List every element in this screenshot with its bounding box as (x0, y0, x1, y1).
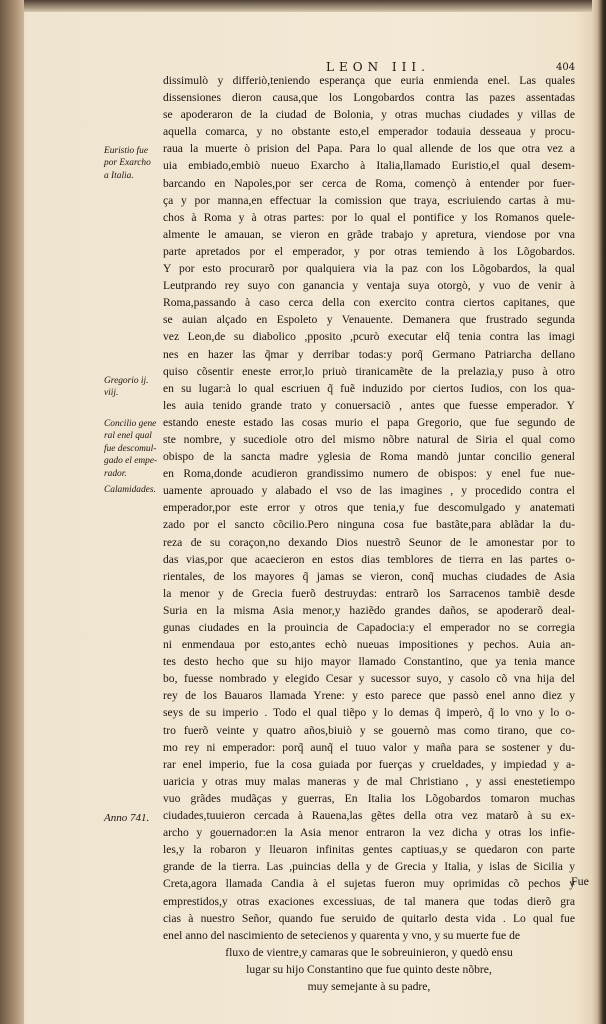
text-line: Roma,passando à caso cerca della con exercito contra ciertos capitanes, que (163, 296, 575, 310)
text-line: barcando en Napoles,por ser cerca de Roma, començò à entender por fuer- (163, 176, 575, 190)
text-line: vez Leon,de su diabolico ,pposito ,pcurò executar elq̃ tenia contra las imagi (163, 330, 575, 344)
text-line: lugar su hijo Constantino que fue quinto deste nõbre, (246, 962, 492, 976)
text-line: zado por el sancto cõcilio.Pero ninguna cosa fue bastãte,para ablãdar la du- (163, 518, 575, 532)
text-line: Suria en la misma Asia menor,y haziẽdo grandes daños, se apoderarõ deal- (163, 603, 575, 617)
side-note-concilio (104, 418, 170, 480)
text-line: grande de la tierra. Las ,puincias della y de Grecia y Italia, y islas de Sicilia y (163, 860, 575, 874)
folio-number: 404 (556, 62, 576, 73)
top-shadow (0, 0, 606, 12)
text-line: vuo grãdes mudãças y guerras, En Italia los Lõgobardos tomaron muchas (163, 791, 575, 805)
text-line: nes en hazer las q̃mar y derribar todas:y porq̃ Germano Patriarcha dellano (163, 347, 575, 361)
side-note-euristio (104, 145, 170, 182)
text-line: emperador,por este error y otros que tenia,y fue descomulgado y anatemati (163, 501, 575, 515)
page-edge (592, 0, 606, 1024)
text-line: chos à Roma y à otras partes: por lo qual el pontifice y los Romanos quele- (163, 210, 575, 224)
text-line: aquella comarca, y no obstante esto,el emperador todauia desseaua y procu- (163, 125, 575, 139)
text-line: archo y gouernador:en la Asia menor entraron la vez dicha y otras los infie- (163, 826, 575, 840)
side-note-line: Euristio fue (104, 146, 149, 156)
text-line: bo, fuesse nombrado y elegido Cesar y sucessor suyo, y casolo cõ vna hija del (163, 672, 575, 686)
side-note-calamidades (104, 484, 170, 496)
text-line: raua la muerte ò prision del Papa. Para lo qual allende de los que otra vez a (163, 142, 575, 156)
text-line: Creta,agora llamada Candia à el sujetas fueron muy oprimidas cõ pechos y (163, 877, 575, 891)
side-note-line: ral enel qual (104, 431, 152, 442)
text-line: ste nombre, y sucediole otro del mismo nõbre natural de Siria el qual como (163, 432, 575, 446)
text-line: uaricia y otras muy malas maneras y de mal Christiano , y assi enestetiempo (163, 774, 575, 788)
text-line: parte apretados por el emperador, y por otras temiendo à los Lõgobardos. (163, 244, 575, 258)
text-line: tes desto hecho que su hijo mayor llamado Constantino, que ya tenia mance (163, 655, 575, 669)
side-note-anno (104, 812, 170, 824)
text-line: ni enmendaua por esto,antes echò nueuas impositiones y pechos. Auia an- (163, 638, 575, 652)
text-line: muy semejante à su padre, (307, 979, 431, 993)
text-line: rientales, de los mayores q̃ jamas se vieron, conq̃ muchas ciudades de Asia (163, 569, 575, 583)
text-line: tro fuerõ veinte y quatro años,biuiò y se gouernò mas como tirano, que co- (163, 723, 575, 737)
text-line: rar enel imperio, fue la cosa guiada por fuerças y crueldades, y impiedad y a- (163, 757, 575, 771)
side-note-line: Calamidades. (104, 485, 156, 495)
text-line: obispo de la sancta madre yglesia de Roma mandò juntar concilio general (163, 450, 575, 464)
text-line: les,y la robaron y lleuaron infinitas gentes captiuas,y se quedaron con parte (163, 843, 575, 857)
text-line: mo rey ni emperador: porq̃ aunq̃ el tuuo valor y maña para se sostener y du- (163, 740, 575, 754)
side-note-line: Anno 741. (104, 812, 150, 824)
text-line: en Roma,donde acudieron grandissimo numero de obispos: y enel fue nue- (163, 467, 575, 481)
side-note-line: rador. (104, 468, 127, 479)
text-line: uamente aprouado y alabado el vso de las imagines , y procedido contra el (163, 484, 575, 498)
text-line: seys de su imperio . Todo el qual tiẽpo y lo demas q̃ imperò, q̃ lo vno y lo o- (163, 706, 575, 720)
text-line: cias à nuestro Señor, quando fue seruido de quitarlo desta vida . Lo qual fue (163, 911, 575, 925)
text-line: se apoderaron de la ciudad de Bolonia, y otras muchas ciudades y villas de (163, 108, 575, 122)
side-note-line: por Exarcho (104, 158, 151, 169)
text-line: reza de su coraçon,no dexando Dios nuestrõ Seunor de le amonestar por to (163, 535, 575, 549)
text-line: gunas ciudades en la prouincia de Capadocia:y el emperador no se corregia (163, 621, 575, 634)
text-line: dissimulò y differiò,teniendo esperança que euria enmienda enel. Las quales (163, 74, 575, 87)
text-line: das vias,por que acaecieron en estos dias temblores de tierra en las partes o- (163, 552, 575, 566)
text-line: estando eneste estado las cosas murio el papa Gregorio, que fue segundo de (163, 415, 575, 429)
text-line: dissensiones dieron causa,que los Longobardos contra las pazes assentadas (163, 91, 575, 105)
side-note-line: Concilio gene (104, 419, 157, 429)
catchword: Fue (571, 874, 589, 888)
running-header: LEON III. (326, 60, 430, 74)
text-line: emprestidos,y otras exaciones excessiuas, de tal manera que todas dierõ gra (163, 894, 575, 908)
text-line: Y por esto procurarõ por qualquiera via la paz con los Lõgobardos, la qual (163, 262, 575, 276)
side-note-gregorio (104, 375, 170, 400)
text-line: ça y por manna,en effectuar la comission que traya, escriuiendo cartas à mu- (163, 193, 575, 207)
text-line: Leutprando rey suyo con ganancia y ventaja suya otorgò, y vuo de venir à (163, 279, 575, 293)
text-line: rey de los Bauaros llamada Yrene: y esto parece que passò enel anno diez y (163, 689, 575, 703)
side-note-line: viij. (104, 388, 119, 399)
book-spine (0, 0, 24, 1024)
text-line: enel anno del nascimiento de setecienos y quarenta y vno, y su muerte fue de (163, 928, 521, 942)
side-note-line: fue descomul- (104, 443, 157, 454)
text-line: almente le amauan, se vieron en grãde trabajo y apretura, viendose por vna (163, 227, 575, 241)
text-line: quiso cõsentir eneste error,lo priuò tiranicamẽte de la prelazia,y puso à otro (163, 364, 575, 378)
side-note-line: Gregorio ij. (104, 376, 149, 386)
main-text-block (163, 72, 575, 995)
text-line: fluxo de vientre,y camaras que le sobreuinieron, y quedò ensu (225, 945, 513, 959)
text-line: ciudades,tuuieron cercada à Rauena,las gẽtes della otra vez matarõ à su ex- (163, 809, 575, 823)
text-line: uia embiado,embiò nueuo Exarcho à Italia,llamado Euristio,el qual desem- (163, 159, 575, 173)
text-line: se auian alçado en Espoleto y Venauente. Demanera que frustrado segunda (163, 313, 575, 327)
text-line: en su lugar:à lo qual escriuen q̃ fuẽ induzido por ciertos Iudios, con los qua- (163, 381, 575, 395)
text-line: les auia tenido grande trato y conuersaciõ , antes que fuesse emperador. Y (163, 398, 575, 412)
side-note-line: a Italia. (104, 170, 134, 181)
side-note-line: gado el empe- (104, 456, 158, 467)
text-line: la menor y de Grecia fuerõ destruydas: entrarõ los Sarracenos tambiẽ desde (163, 586, 575, 600)
